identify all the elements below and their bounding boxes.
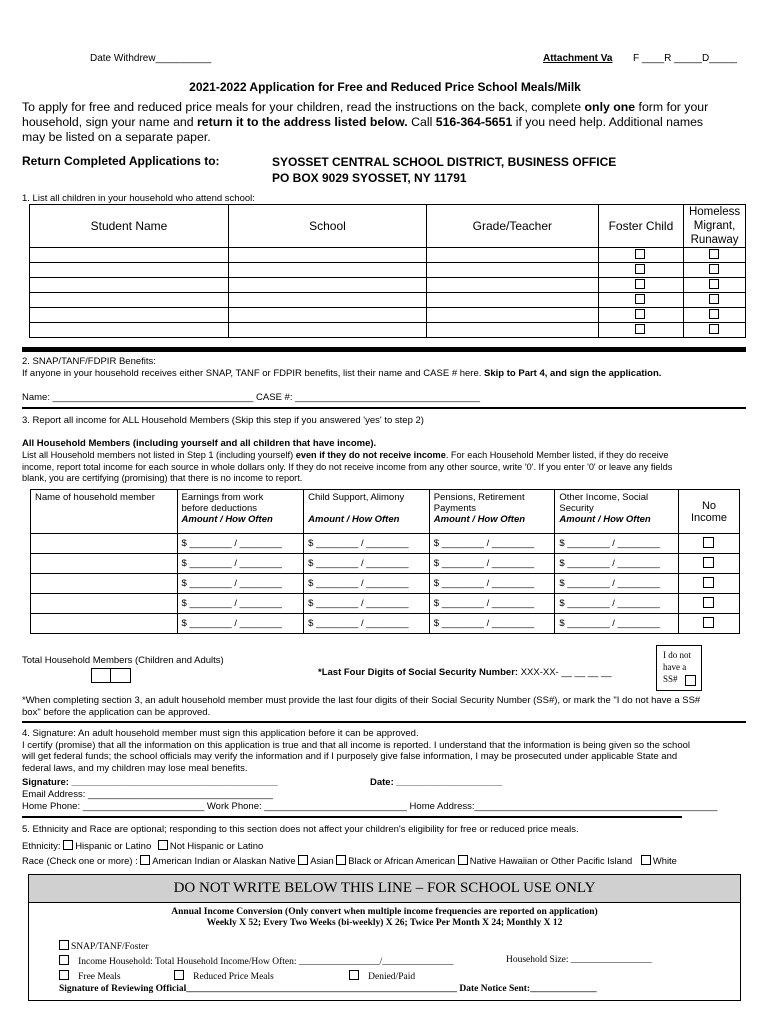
race-white-checkbox[interactable]	[641, 855, 651, 865]
col-school: School	[228, 205, 426, 248]
table-row	[30, 263, 746, 278]
section3-heading: All Household Members (including yourself and all children that have income).	[22, 438, 377, 449]
homeless-checkbox[interactable]	[709, 249, 719, 259]
foster-checkbox[interactable]	[635, 279, 645, 289]
col-pensions: Pensions, Retirement Payments Amount / How Often	[429, 490, 555, 534]
table-row	[30, 293, 746, 308]
col-grade-teacher: Grade/Teacher	[426, 205, 598, 248]
student-name-cell[interactable]	[30, 323, 229, 338]
income-conversion: Annual Income Conversion (Only convert when multiple income frequencies are reported on application) Weekly X 52; Every Two Weeks (bi-weekly) X 26; Twice Per Month X 24; Monthly X 12	[171, 907, 598, 928]
school-cell[interactable]	[228, 293, 426, 308]
free-meals-checkbox[interactable]	[59, 970, 69, 980]
col-member-name: Name of household member	[31, 490, 178, 534]
snap-checkbox[interactable]	[59, 940, 69, 950]
race-asian-checkbox[interactable]	[298, 855, 308, 865]
other-income-cell[interactable]: $ ________ / ________	[555, 574, 679, 594]
email-field[interactable]: Email Address: ___________________________________	[22, 789, 273, 800]
section5-label: 5. Ethnicity and Race are optional; responding to this section does not affect your children's eligibility for free or reduced price meals.	[22, 824, 579, 835]
free-meals-row: Free Meals	[59, 970, 121, 982]
return-address: SYOSSET CENTRAL SCHOOL DISTRICT, BUSINESS OFFICE PO BOX 9029 SYOSSET, NY 11791	[272, 155, 617, 185]
race-row: Race (Check one or more) : American Indian or Alaskan Native Asian Black or African American Native Hawaiian or Other Pacific Island White	[22, 855, 677, 866]
earnings-cell[interactable]: $ ________ / ________	[177, 534, 304, 554]
col-student-name: Student Name	[30, 205, 229, 248]
total-members-label: Total Household Members (Children and Adults)	[22, 655, 224, 666]
no-income-checkbox[interactable]	[703, 537, 714, 548]
table-row	[31, 574, 740, 594]
pension-cell[interactable]: $ ________ / ________	[429, 594, 555, 614]
total-members-box[interactable]	[91, 668, 131, 683]
member-name-cell[interactable]	[31, 594, 178, 614]
children-table	[29, 204, 746, 338]
reviewing-official-signature[interactable]: Signature of Reviewing Official_________________________________________________________ Date Notice Sent:______________	[59, 984, 597, 994]
denied-checkbox[interactable]	[349, 970, 359, 980]
earnings-cell[interactable]: $ ________ / ________	[177, 554, 304, 574]
ethnicity-row: Ethnicity: Hispanic or Latino Not Hispanic or Latino	[22, 841, 264, 852]
section2-text: If anyone in your household receives either SNAP, TANF or FDPIR benefits, list their name and CASE # here. Skip to Part 4, and sign the application.	[22, 368, 662, 379]
pension-cell[interactable]: $ ________ / ________	[429, 554, 555, 574]
earnings-cell[interactable]: $ ________ / ________	[177, 574, 304, 594]
intro-text: To apply for free and reduced price meals for your children, read the instructions on the back, complete only one form for your household, sign your name and return it to the address listed below. Call 516-364-5651 if you need help. Additional names may be listed on a separate paper.	[22, 100, 709, 144]
col-child-support: Child Support, Alimony Amount / How Often	[304, 490, 430, 534]
section2-label: 2. SNAP/TANF/FDPIR Benefits:	[22, 356, 156, 367]
hispanic-checkbox[interactable]	[63, 840, 73, 850]
homeless-checkbox[interactable]	[709, 279, 719, 289]
race-pacific-islander-checkbox[interactable]	[458, 855, 468, 865]
table-row	[31, 534, 740, 554]
member-name-cell[interactable]	[31, 554, 178, 574]
school-cell[interactable]	[228, 263, 426, 278]
other-income-cell[interactable]: $ ________ / ________	[555, 554, 679, 574]
foster-checkbox[interactable]	[635, 309, 645, 319]
race-native-american-checkbox[interactable]	[140, 855, 150, 865]
earnings-cell[interactable]: $ ________ / ________	[177, 614, 304, 634]
homeless-checkbox[interactable]	[709, 309, 719, 319]
foster-checkbox[interactable]	[635, 324, 645, 334]
no-income-checkbox[interactable]	[703, 597, 714, 608]
ssn-field[interactable]: *Last Four Digits of Social Security Number: XXX-XX- __ __ __ __	[318, 667, 612, 678]
table-row	[30, 323, 746, 338]
school-use-banner: DO NOT WRITE BELOW THIS LINE – FOR SCHOOL USE ONLY	[29, 875, 740, 903]
pension-cell[interactable]: $ ________ / ________	[429, 614, 555, 634]
income-household-checkbox[interactable]	[59, 955, 69, 965]
no-income-checkbox[interactable]	[703, 577, 714, 588]
ssn-note: *When completing section 3, an adult household member must provide the last four digits of their Social Security Number (SS#), or mark the "I do not have a SS# box" before the application can be approved.	[22, 695, 701, 718]
reduced-meals-row: Reduced Price Meals	[174, 970, 274, 982]
snap-row: SNAP/TANF/Foster	[59, 940, 148, 952]
school-use-box	[28, 874, 741, 1001]
other-income-cell[interactable]: $ ________ / ________	[555, 534, 679, 554]
school-cell[interactable]	[228, 323, 426, 338]
not-hispanic-checkbox[interactable]	[158, 840, 168, 850]
section4-block: 4. Signature: An adult household member must sign this application before it can be approved. I certify (promise) that all the information on this application is true and that all income is reported. I understand that the information is being given so the school will get federal funds; the school officials may verify the information and if I purposely give false information, I may be prosecuted under applicable State and federal laws, and my children may lose meal benefits.	[22, 728, 690, 774]
no-ssn-checkbox[interactable]	[685, 675, 696, 686]
student-name-cell[interactable]	[30, 278, 229, 293]
member-name-cell[interactable]	[31, 574, 178, 594]
pension-cell[interactable]: $ ________ / ________	[429, 534, 555, 554]
homeless-checkbox[interactable]	[709, 264, 719, 274]
no-income-checkbox[interactable]	[703, 557, 714, 568]
foster-checkbox[interactable]	[635, 264, 645, 274]
table-row	[30, 278, 746, 293]
income-household-row: Income Household: Total Household Income/How Often: _________________/_______________	[59, 955, 454, 967]
income-table	[30, 489, 740, 634]
section-divider	[22, 407, 746, 409]
school-cell[interactable]	[228, 248, 426, 263]
section1-label: 1. List all children in your household who attend school:	[22, 193, 255, 204]
table-row	[30, 308, 746, 323]
other-income-cell[interactable]: $ ________ / ________	[555, 614, 679, 634]
col-homeless: Homeless Migrant, Runaway	[684, 205, 746, 248]
homeless-checkbox[interactable]	[709, 294, 719, 304]
child-support-cell[interactable]: $ ________ / ________	[304, 554, 430, 574]
race-black-checkbox[interactable]	[336, 855, 346, 865]
school-cell[interactable]	[228, 278, 426, 293]
grade-cell[interactable]	[426, 293, 598, 308]
date-withdrew: Date Withdrew__________	[90, 53, 212, 64]
grade-cell[interactable]	[426, 263, 598, 278]
denied-row: Denied/Paid	[349, 970, 415, 982]
school-cell[interactable]	[228, 308, 426, 323]
member-name-cell[interactable]	[31, 534, 178, 554]
snap-name-case-fields[interactable]: Name: ______________________________________ CASE #: ___________________________________	[22, 392, 481, 403]
homeless-checkbox[interactable]	[709, 324, 719, 334]
member-name-cell[interactable]	[31, 614, 178, 634]
table-row	[31, 614, 740, 634]
col-other-income: Other Income, Social Security Amount / How Often	[555, 490, 679, 534]
grade-cell[interactable]	[426, 278, 598, 293]
section-divider	[22, 347, 746, 352]
grade-cell[interactable]	[426, 323, 598, 338]
date-field[interactable]: Date: ____________________	[370, 777, 503, 788]
foster-checkbox[interactable]	[635, 294, 645, 304]
student-name-cell[interactable]	[30, 248, 229, 263]
child-support-cell[interactable]: $ ________ / ________	[304, 594, 430, 614]
child-support-cell[interactable]: $ ________ / ________	[304, 574, 430, 594]
section-divider	[22, 816, 682, 818]
child-support-cell[interactable]: $ ________ / ________	[304, 534, 430, 554]
section3-label: 3. Report all income for ALL Household Members (Skip this step if you answered 'yes' to step 2)	[22, 415, 424, 426]
no-income-checkbox[interactable]	[703, 617, 714, 628]
signature-field[interactable]: Signature: _______________________________________	[22, 777, 278, 788]
table-row	[30, 248, 746, 263]
return-label: Return Completed Applications to:	[22, 154, 220, 168]
pension-cell[interactable]: $ ________ / ________	[429, 574, 555, 594]
foster-checkbox[interactable]	[635, 249, 645, 259]
col-foster-child: Foster Child	[598, 205, 683, 248]
household-size-field[interactable]: Household Size: _________________	[506, 955, 652, 965]
section3-instructions: List all Household members not listed in Step 1 (including yourself) even if they do not receive income. For each Household Member listed, if they do receive income, report total income for each source in whole dollars only. If they do not receive income from any other source, write '0'. If you enter '0' or leave any fields blank, you are certifying (promising) that there is no income to report.	[22, 450, 673, 483]
reduced-meals-checkbox[interactable]	[174, 970, 184, 980]
grade-cell[interactable]	[426, 248, 598, 263]
col-no-income: No Income	[679, 490, 740, 534]
student-name-cell[interactable]	[30, 293, 229, 308]
table-row	[31, 594, 740, 614]
no-ssn-box: I do not have a SS#	[656, 645, 702, 691]
other-income-cell[interactable]: $ ________ / ________	[555, 594, 679, 614]
attachment-label: Attachment Va	[543, 53, 613, 64]
earnings-cell[interactable]: $ ________ / ________	[177, 594, 304, 614]
student-name-cell[interactable]	[30, 308, 229, 323]
col-earnings: Earnings from work before deductions Amount / How Often	[177, 490, 304, 534]
phone-address-fields[interactable]: Home Phone: _______________________ Work Phone: ___________________________ Home Address:______________________________________________	[22, 801, 718, 812]
section-divider	[22, 721, 746, 723]
table-row	[31, 554, 740, 574]
student-name-cell[interactable]	[30, 263, 229, 278]
child-support-cell[interactable]: $ ________ / ________	[304, 614, 430, 634]
page-title: 2021-2022 Application for Free and Reduced Price School Meals/Milk	[189, 80, 581, 94]
grade-cell[interactable]	[426, 308, 598, 323]
frd-codes: F ____R _____D_____	[633, 53, 737, 64]
